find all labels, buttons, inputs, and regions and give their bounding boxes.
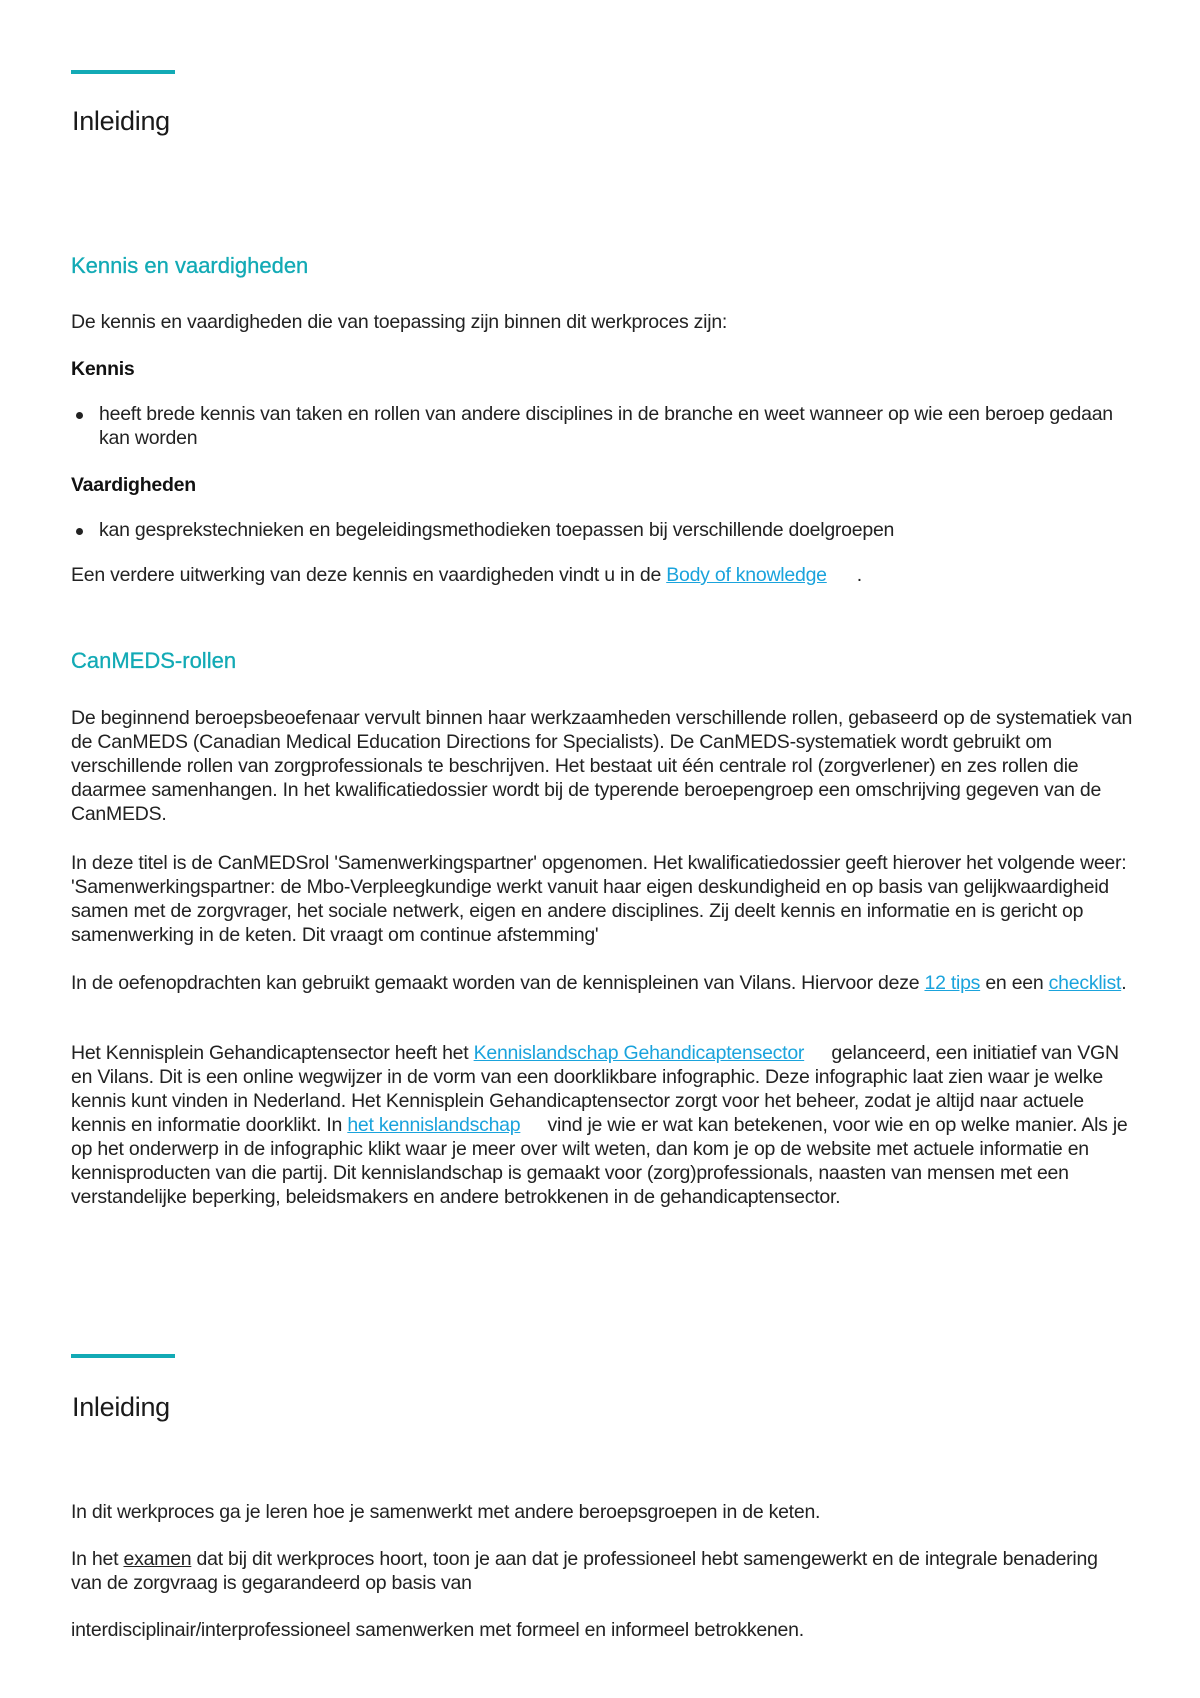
further-info-suffix: . [856, 564, 862, 586]
vaardigheden-label: Vaardigheden [71, 474, 196, 496]
section2-p2-suffix: dat bij dit werkproces hoort, toon je aan dat je professioneel hebt samengewerkt en de integrale benadering van de zorgvraag is gegarandeerd op basis van [71, 1548, 1098, 1594]
further-info-paragraph [71, 563, 1133, 587]
list-item: kan gesprekstechnieken en begeleidingsmethodieken toepassen bij verschillende doelgroepen [71, 518, 1131, 542]
section2-p1-text: In dit werkproces ga je leren hoe je samenwerkt met andere beroepsgroepen in de keten. [71, 1501, 821, 1523]
canmeds-p3-mid: en een [980, 972, 1049, 994]
heading-kennis-en-vaardigheden: Kennis en vaardigheden [71, 253, 309, 278]
section-accent-rule [71, 1354, 175, 1358]
heading-canmeds-rollen: CanMEDS-rollen [71, 648, 237, 673]
kennis-list [71, 402, 1131, 450]
section-title-inleiding: Inleiding [72, 106, 170, 136]
kennislandschap-gehandicaptensector-link[interactable]: Kennislandschap Gehandicaptensector [473, 1042, 805, 1064]
canmeds-paragraph-4 [71, 1041, 1133, 1209]
section-accent-rule [71, 70, 175, 74]
kennis-label: Kennis [71, 358, 135, 380]
twelve-tips-link[interactable]: 12 tips [924, 972, 981, 994]
list-item: heeft brede kennis van taken en rollen van andere disciplines in de branche en weet wanneer op wie een beroep gedaan kan worden [71, 402, 1131, 450]
canmeds-p4-mid: gelanceerd, een initiatief van VGN en Vilans. Dit is een online wegwijzer in de vorm van een doorklikbare infographic. Deze infographic laat zien waar je welke kennis kunt vinden in Nederland. Het Kennisplein Gehandicaptensector zorgt voor het beheer, zodat je altijd naar actuele kennis en informatie doorklikt. In [71, 1042, 1119, 1136]
examen-link[interactable]: examen [123, 1548, 192, 1570]
canmeds-p3-prefix: In de oefenopdrachten kan gebruikt gemaakt worden van de kennispleinen van Vilans. Hiervoor deze [71, 972, 925, 994]
section2-paragraph-1 [71, 1500, 1133, 1524]
checklist-link[interactable]: checklist [1048, 972, 1122, 994]
further-info-prefix: Een verdere uitwerking van deze kennis en vaardigheden vindt u in de [71, 564, 667, 586]
canmeds-paragraph-2 [71, 851, 1133, 947]
body-of-knowledge-link[interactable]: Body of knowledge [666, 564, 827, 586]
vaardigheden-list [71, 518, 1131, 542]
section2-p3-text: interdisciplinair/interprofessioneel samenwerken met formeel en informeel betrokkenen. [71, 1619, 804, 1641]
canmeds-p2-text: In deze titel is de CanMEDSrol 'Samenwerkingspartner' opgenomen. Het kwalificatiedossier geeft hierover het volgende weer: 'Samenwerkingspartner: de Mbo-Verpleegkundige werkt vanuit haar eigen deskundigheid en op basis van gelijkwaardigheid samen met de zorgvrager, het sociale netwerk, eigen en andere disciplines. Zij deelt kennis en informatie en is gericht op samenwerking in de keten. Dit vraagt om continue afstemming' [71, 852, 1127, 946]
section2-p2-prefix: In het [71, 1548, 124, 1570]
section-title-inleiding-2: Inleiding [72, 1392, 170, 1422]
canmeds-p4-prefix: Het Kennisplein Gehandicaptensector heeft het [71, 1042, 474, 1064]
canmeds-paragraph-3 [71, 971, 1133, 995]
canmeds-paragraph-1 [71, 706, 1133, 826]
kennis-intro-text: De kennis en vaardigheden die van toepassing zijn binnen dit werkproces zijn: [71, 311, 728, 333]
canmeds-p4-suffix: vind je wie er wat kan betekenen, voor wie en op welke manier. Als je op het onderwerp in de infographic klikt waar je meer over wilt weten, dan kom je op de website met actuele informatie en kennisproducten van die partij. Dit kennislandschap is gemaakt voor (zorg)professionals, naasten van mensen met een verstandelijke beperking, beleidsmakers en andere betrokkenen in de gehandicaptensector. [71, 1114, 1128, 1208]
canmeds-p1-text: De beginnend beroepsbeoefenaar vervult binnen haar werkzaamheden verschillende rollen, gebaseerd op de systematiek van de CanMEDS (Canadian Medical Education Directions for Specialists). De CanMEDS-systematiek wordt gebruikt om verschillende rollen van zorgprofessionals te beschrijven. Het bestaat uit één centrale rol (zorgverlener) en zes rollen die daarmee samenhangen. In het kwalificatiedossier wordt bij de typerende beroepengroep een omschrijving gegeven van de CanMEDS. [71, 707, 1133, 825]
section2-paragraph-3 [71, 1618, 1133, 1642]
het-kennislandschap-link[interactable]: het kennislandschap [347, 1114, 521, 1136]
canmeds-p3-suffix: . [1121, 972, 1127, 994]
section2-paragraph-2 [71, 1547, 1133, 1595]
kennis-intro [71, 310, 1133, 334]
